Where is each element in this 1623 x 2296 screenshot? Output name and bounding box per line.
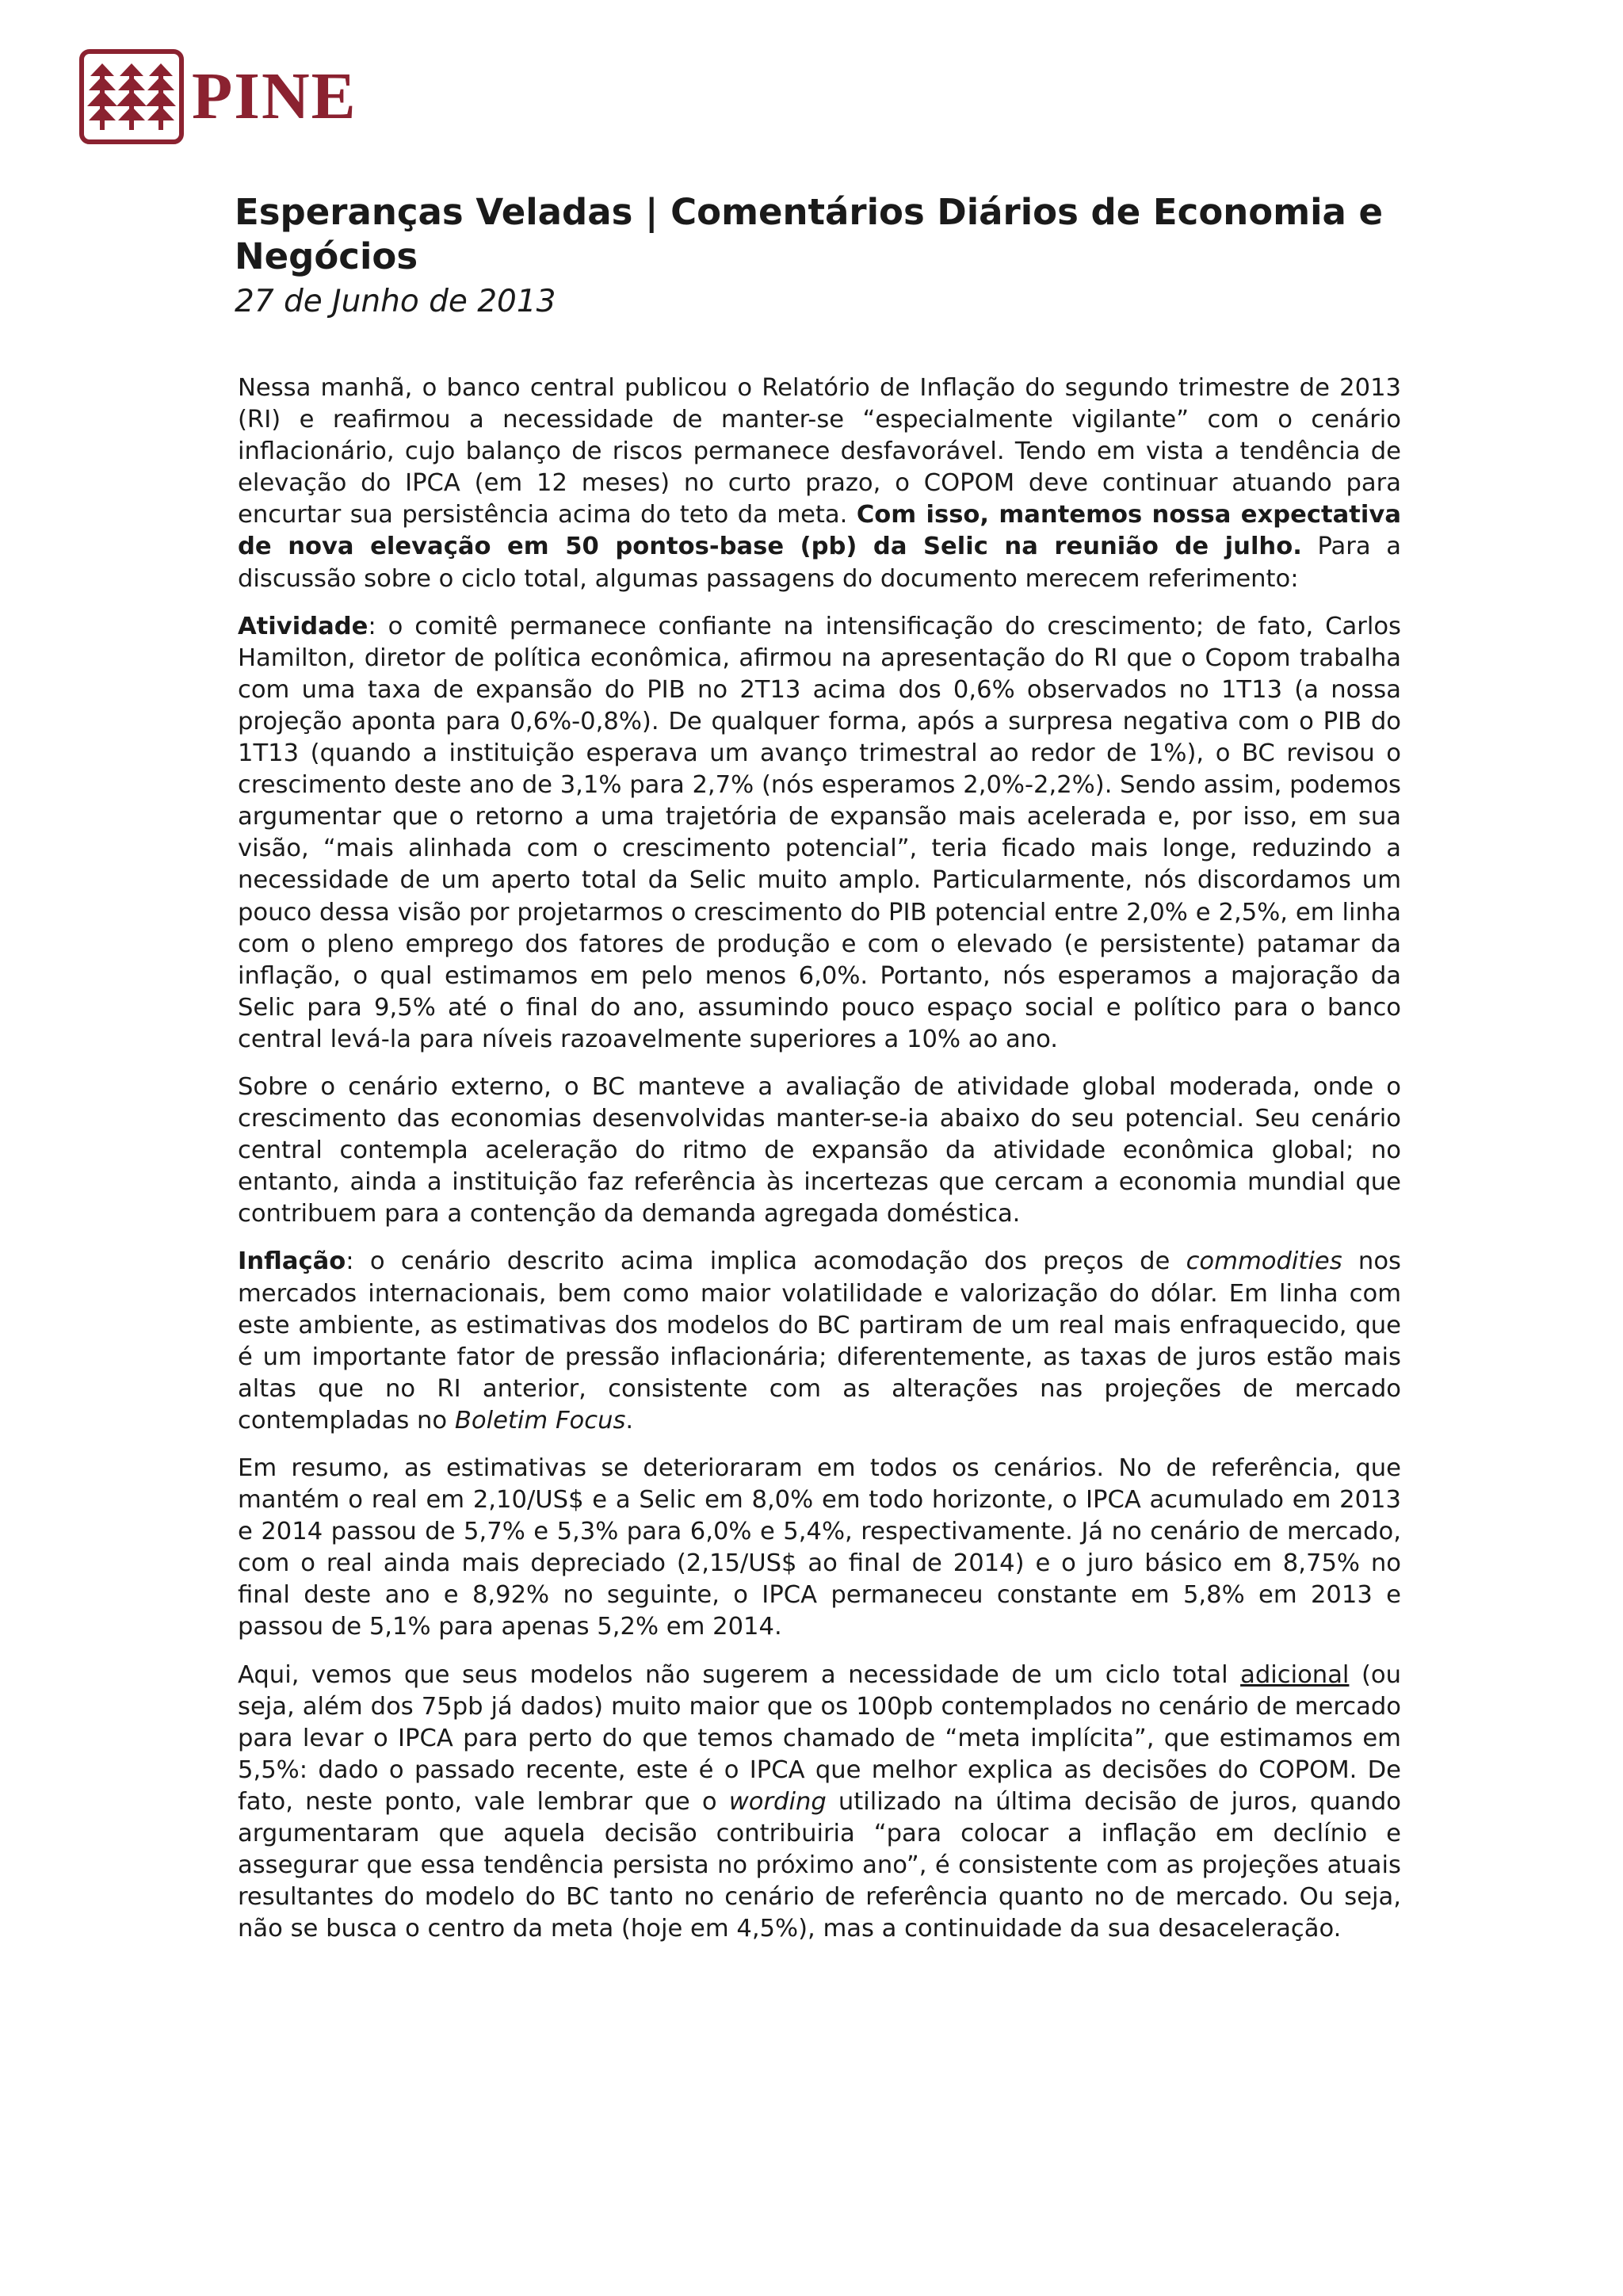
logo-wordmark: PINE	[192, 59, 357, 133]
paragraph-text: Aqui, vemos que seus modelos não sugerem a necessidade de um ciclo total	[238, 1660, 1241, 1689]
paragraph-text: .	[625, 1406, 634, 1435]
paragraph-text: nos mercados internacionais, bem como maior volatilidade e valorização do dólar. Em linha com este ambiente, as estimativas dos modelos do BC partiram de um real mais enfraquecido, que é um importante fator de pressão inflacionária; diferentemente, as taxas de juros estão mais altas que no RI anterior, consistente com as alterações nas projeções de mercado contempladas no	[238, 1247, 1401, 1435]
paragraph-text: : o cenário descrito acima implica acomodação dos preços de	[346, 1247, 1186, 1276]
paragraph-text: utilizado na última decisão de juros, quando argumentaram que aquela decisão contribuiria “para colocar a inflação em declínio e assegurar que essa tendência persista no próximo ano”, é consistente com as projeções atuais resultantes do modelo do BC tanto no cenário de referência quanto no de mercado. Ou seja, não se busca o centro da meta (hoje em 4,5%), mas a continuidade da sua desaceleração.	[238, 1787, 1401, 1943]
italic-term: Boletim Focus	[454, 1406, 626, 1435]
paragraph-text: Nessa manhã, o banco central publicou o Relatório de Inflação do segundo trimestre de 2013 (RI) e reafirmou a necessidade de manter-se “especialmente vigilante” com o cenário inflacionário, cujo balanço de riscos permanece desfavorável. Tendo em vista a tendência de elevação do IPCA (em 12 meses) no curto prazo, o COPOM deve continuar atuando para encurtar sua persistência acima do teto da meta.	[238, 374, 1401, 529]
document-date: 27 de Junho de 2013	[235, 284, 556, 319]
document-body	[238, 372, 1401, 1961]
pine-tree-icon	[79, 49, 184, 144]
paragraph-inflacao	[238, 1246, 1401, 1437]
paragraph-emphasis: Com isso, mantemos nossa expectativa de nova elevação em 50 pontos-base (pb) da Selic na reunião de julho.	[238, 501, 1401, 561]
paragraph-text: Para a discussão sobre o ciclo total, algumas passagens do documento merecem referimento:	[238, 533, 1401, 593]
italic-term: commodities	[1186, 1247, 1342, 1276]
paragraph-conclusao	[238, 1660, 1401, 1946]
paragraph-resumo	[238, 1453, 1401, 1644]
paragraph-intro	[238, 372, 1401, 595]
paragraph-atividade	[238, 611, 1401, 1056]
document-title: Esperanças Veladas | Comentários Diários de Economia e Negócios	[235, 191, 1384, 277]
paragraph-text: : o comitê permanece confiante na intensificação do crescimento; de fato, Carlos Hamilton, diretor de política econômica, afirmou na apresentação do RI que o Copom trabalha com uma taxa de expansão do PIB no 2T13 acima dos 0,6% observados no 1T13 (a nossa projeção aponta para 0,6%-0,8%). De qualquer forma, após a surpresa negativa com o PIB do 1T13 (quando a instituição esperava um avanço trimestral ao redor de 1%), o BC revisou o crescimento deste ano de 3,1% para 2,7% (nós esperamos 2,0%-2,2%). Sendo assim, podemos argumentar que o retorno a uma trajetória de expansão mais acelerada e, por isso, em sua visão, “mais alinhada com o crescimento potencial”, teria ficado mais longe, reduzindo a necessidade de um aperto total da Selic muito amplo. Particularmente, nós discordamos um pouco dessa visão por projetarmos o crescimento do PIB potencial entre 2,0% e 2,5%, em linha com o pleno emprego dos fatores de produção e com o elevado (e persistente) patamar da inflação, o qual estimamos em pelo menos 6,0%. Portanto, nós esperamos a majoração da Selic para 9,5% até o final do ano, assumindo pouco espaço social e político para o banco central levá-la para níveis razoavelmente superiores a 10% ao ano.	[238, 612, 1401, 1053]
paragraph-text: Em resumo, as estimativas se deterioraram em todos os cenários. No de referência, que mantém o real em 2,10/US$ e a Selic em 8,0% em todo horizonte, o IPCA acumulado em 2013 e 2014 passou de 5,7% e 5,3% para 6,0% e 5,4%, respectivamente. Já no cenário de mercado, com o real ainda mais depreciado (2,15/US$ ao final de 2014) e o juro básico em 8,75% no final deste ano e 8,92% no seguinte, o IPCA permaneceu constante em 5,8% em 2013 e passou de 5,1% para apenas 5,2% em 2014.	[238, 1454, 1401, 1641]
paragraph-cenario-externo	[238, 1072, 1401, 1230]
section-label: Inflação	[238, 1247, 346, 1276]
paragraph-text: (ou seja, além dos 75pb já dados) muito maior que os 100pb contemplados no cenário de mercado para levar o IPCA para perto do que temos chamado de “meta implícita”, que estimamos em 5,5%: dado o passado recente, este é o IPCA que melhor explica as decisões do COPOM. De fato, neste ponto, vale lembrar que o	[238, 1660, 1401, 1816]
section-label: Atividade	[238, 612, 369, 640]
underlined-term: adicional	[1240, 1660, 1350, 1689]
document-header	[235, 190, 1392, 322]
italic-term: wording	[728, 1787, 827, 1816]
pine-logo	[79, 49, 357, 144]
paragraph-text: Sobre o cenário externo, o BC manteve a avaliação de atividade global moderada, onde o crescimento das economias desenvolvidas manter-se-ia abaixo do seu potencial. Seu cenário central contempla aceleração do ritmo de expansão da atividade econômica global; no entanto, ainda a instituição faz referência às incertezas que cercam a economia mundial que contribuem para a contenção da demanda agregada doméstica.	[238, 1072, 1401, 1228]
